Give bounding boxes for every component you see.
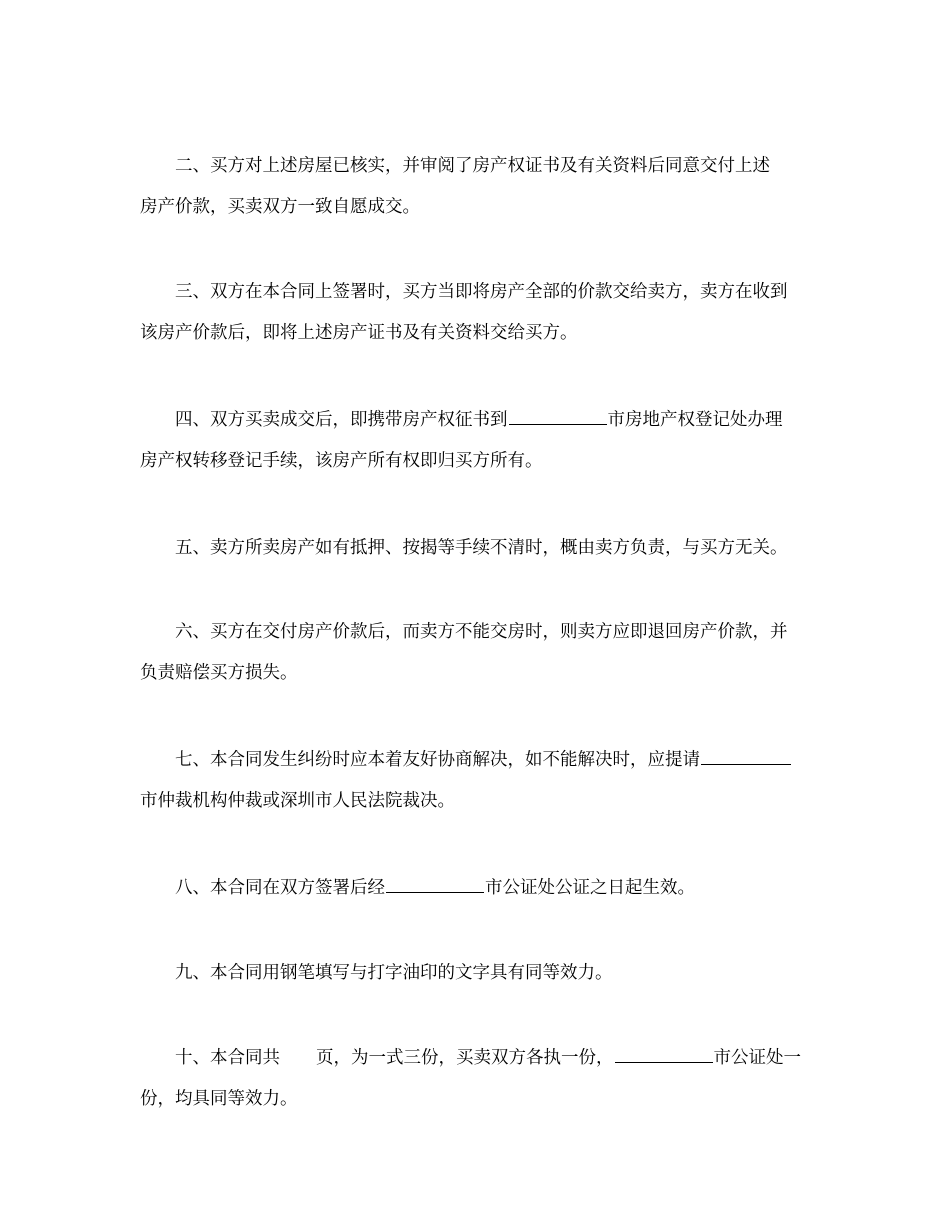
clause-text: 四、双方买卖成交后，即携带房产权征书到 xyxy=(175,410,508,430)
clause-line: 份，均具同等效力。 xyxy=(140,1089,298,1109)
clause-line: 房产价款，买卖双方一致自愿成交。 xyxy=(140,197,420,217)
clause-line: 六、买方在交付房产价款后，而卖方不能交房时，则卖方应即退回房产价款，并 xyxy=(175,622,788,642)
clause-text: 八、本合同在双方签署后经 xyxy=(175,878,385,898)
clause-4 xyxy=(140,400,812,482)
clause-6 xyxy=(140,612,812,694)
clause-line: 房产权转移登记手续，该房产所有权即归买方所有。 xyxy=(140,451,543,471)
clause-9 xyxy=(140,953,812,994)
clause-line xyxy=(140,400,812,441)
clause-text: 页，为一式三份，买卖双方各执一份， xyxy=(316,1048,614,1068)
clause-line: 二、买方对上述房屋已核实，并审阅了房产权证书及有关资料后同意交付上述 xyxy=(175,156,770,176)
clause-line xyxy=(140,868,812,909)
clause-line: 三、双方在本合同上签署时，买方当即将房产全部的价款交给卖方，卖方在收到 xyxy=(175,282,788,302)
fill-blank-city xyxy=(386,875,484,894)
fill-blank-city xyxy=(701,747,791,766)
clause-line: 九、本合同用钢笔填写与打字油印的文字具有同等效力。 xyxy=(175,963,613,983)
clause-line: 该房产价款后，即将上述房产证书及有关资料交给买方。 xyxy=(140,323,578,343)
clause-8 xyxy=(140,868,812,909)
clause-text: 市公证处一 xyxy=(713,1048,801,1068)
clause-text: 七、本合同发生纠纷时应本着友好协商解决，如不能解决时，应提请 xyxy=(175,750,700,770)
clause-line: 五、卖方所卖房产如有抵押、按揭等手续不清时，概由卖方负责，与买方无关。 xyxy=(175,538,788,558)
fill-blank-city xyxy=(509,407,607,426)
clause-3 xyxy=(140,272,812,354)
clause-line: 市仲裁机构仲裁或深圳市人民法院裁决。 xyxy=(140,791,455,811)
clause-line: 负责赔偿买方损失。 xyxy=(140,663,298,683)
clause-line xyxy=(140,740,812,781)
clause-2 xyxy=(140,146,812,228)
clause-line xyxy=(140,1038,812,1079)
clause-text: 十、本合同共 xyxy=(175,1048,280,1068)
clause-text: 市公证处公证之日起生效。 xyxy=(485,878,695,898)
clause-5 xyxy=(140,528,812,569)
clause-text: 市房地产权登记处办理 xyxy=(607,410,783,430)
fill-blank-city xyxy=(615,1045,713,1064)
clause-10 xyxy=(140,1038,812,1120)
clause-7 xyxy=(140,740,812,822)
